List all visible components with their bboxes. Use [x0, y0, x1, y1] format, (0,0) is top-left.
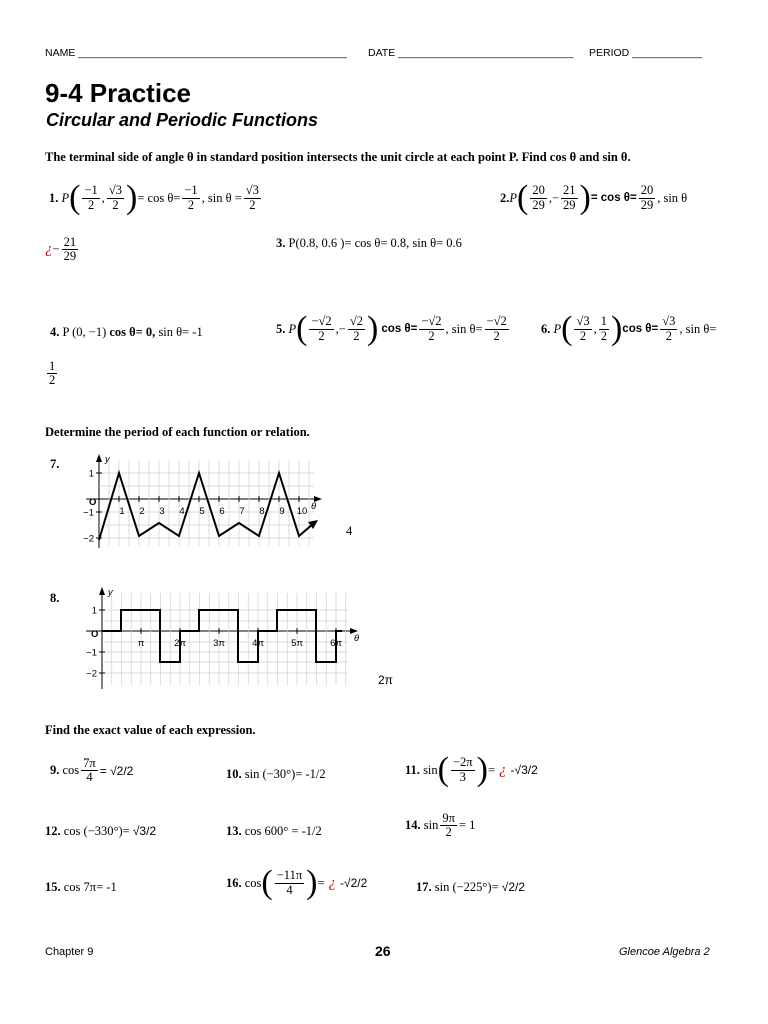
x-fraction — [574, 315, 591, 342]
sin-label: , sin θ= — [679, 321, 717, 336]
problem-6: 6. P ( $\frac{√3}{2}$ , $\frac{1}{2}$ ) cos θ= $\frac{√3}{2}$ , sin θ= — [541, 310, 717, 347]
problem-7-answer: 4 — [346, 524, 353, 538]
problem-7-number: 7. — [50, 457, 60, 471]
numerator: −√2 — [421, 314, 442, 329]
y-axis-label: y — [105, 454, 110, 465]
problem-number: 3. — [276, 236, 286, 250]
problem-text: cos 7π= — [63, 880, 104, 894]
function-name: cos — [62, 763, 80, 778]
answer: -1 — [106, 880, 117, 894]
angle-fraction — [440, 812, 457, 839]
answer: -√2/2 — [340, 876, 368, 890]
problem-number: 1. — [49, 190, 59, 205]
problem-number: 6. — [541, 321, 551, 336]
denominator: 2 — [579, 328, 587, 343]
y-fraction — [561, 184, 578, 211]
denominator: 2 — [445, 825, 452, 840]
cos-label: = cos θ= — [137, 190, 181, 205]
x-tick-label: 3π — [213, 638, 225, 649]
x-axis-label: θ — [311, 501, 317, 512]
right-paren: ) — [610, 310, 623, 347]
numerator: −11π — [276, 868, 303, 883]
origin-label: O — [89, 497, 97, 508]
sin-fraction — [244, 184, 261, 211]
answer: -√3/2 — [510, 763, 538, 777]
point-label: P — [61, 190, 70, 205]
section3-instruction: Find the exact value of each expression. — [45, 723, 256, 737]
problem-number: 2. — [500, 190, 510, 205]
problem-8-number: 8. — [50, 591, 60, 605]
x-tick-label: 6 — [219, 506, 225, 517]
y-fraction — [107, 184, 124, 211]
cos-fraction — [639, 184, 656, 211]
cos-label: = cos θ= — [590, 192, 637, 204]
numerator: −2π — [452, 755, 473, 770]
problem-2-continuation: ¿ − $\frac{21}{29}$ — [45, 235, 77, 264]
y-axis-label: y — [108, 587, 113, 598]
x-tick-label: π — [137, 638, 145, 649]
x-fraction — [530, 184, 547, 211]
problem-13 — [226, 824, 322, 839]
numerator: 21 — [63, 235, 77, 249]
problem-number: 11. — [405, 762, 420, 777]
problem-number: 10. — [226, 767, 242, 781]
numerator: −√2 — [486, 314, 507, 329]
equals: = — [487, 762, 495, 777]
sin-label: , sin θ — [657, 190, 688, 205]
y-axis-arrow — [99, 587, 105, 595]
x-tick-label: 3 — [159, 506, 165, 517]
x-tick-label: 1 — [119, 506, 125, 517]
denominator: 3 — [459, 769, 466, 784]
x-tick-label: 2π — [174, 638, 186, 649]
period-field-label: PERIOD ____________ — [589, 47, 703, 59]
cos-fraction — [660, 315, 677, 342]
left-paren: ( — [561, 310, 573, 347]
x-tick-label: 2 — [139, 506, 145, 517]
problem-8-answer: 2π — [378, 673, 393, 687]
answer: = √2/2 — [99, 763, 134, 778]
cos-answer: cos θ= 0, — [109, 325, 156, 339]
y-tick-label: 1 — [91, 605, 97, 617]
function-name: sin — [423, 762, 438, 777]
right-paren: ) — [126, 179, 138, 216]
numerator: −√2 — [311, 314, 332, 329]
denominator: 4 — [286, 882, 293, 897]
origin-label: O — [91, 629, 99, 640]
problem-text: cos (−330°)= — [63, 824, 130, 838]
angle-fraction — [451, 756, 475, 783]
x-tick-label: 5 — [199, 506, 205, 517]
graph-8 — [78, 585, 368, 695]
problem-17 — [416, 880, 525, 895]
x-tick-label: 4π — [252, 638, 264, 649]
function-curve — [102, 610, 342, 662]
point-label: P — [553, 321, 562, 336]
sin-answer: sin θ= -1 — [158, 325, 203, 339]
graph-grid — [99, 460, 314, 546]
problem-11 — [405, 753, 538, 787]
problem-number: 14. — [405, 818, 421, 833]
x-tick-label: 7 — [239, 506, 245, 517]
angle-fraction — [81, 757, 98, 784]
problem-number: 16. — [226, 875, 242, 890]
problem-9 — [50, 757, 133, 784]
page-subtitle: Circular and Periodic Functions — [46, 110, 319, 130]
denominator: 2 — [600, 328, 607, 343]
problem-number: 15. — [45, 880, 61, 894]
denominator: 29 — [563, 197, 576, 212]
denominator: 2 — [428, 328, 435, 343]
problem-text: cos 600° = -1/2 — [244, 824, 322, 838]
y-fraction — [599, 315, 609, 342]
problem-16 — [226, 866, 367, 900]
y-tick-label: 1 — [88, 468, 94, 480]
equals: = — [317, 875, 325, 890]
numerator: −1 — [184, 183, 198, 198]
numerator: 7π — [83, 756, 96, 770]
denominator: 29 — [532, 197, 545, 212]
graph-7 — [78, 452, 328, 552]
angle-fraction — [275, 869, 304, 896]
denominator: 2 — [49, 373, 56, 388]
footer-page-number: 26 — [375, 943, 391, 959]
cos-label: cos θ= — [622, 323, 659, 335]
section2-instruction: Determine the period of each function or relation. — [45, 425, 310, 439]
sin-fraction — [62, 236, 79, 263]
problem-number: 12. — [45, 824, 61, 838]
numerator: √3 — [108, 183, 123, 198]
problem-text: P(0.8, 0.6 )= cos θ= 0.8, sin θ= 0.6 — [288, 236, 462, 250]
broken-glyph: ¿ — [328, 874, 337, 891]
y-tick-label: −1 — [83, 507, 94, 519]
page-title: 9-4 Practice — [45, 78, 191, 108]
x-tick-label: 4 — [179, 506, 185, 517]
sin-label: , sin θ= — [445, 321, 483, 336]
right-paren: ) — [579, 179, 591, 216]
problem-2: 2. P ( $\frac{20}{29}$ ,− $\frac{21}{29}$ ) = cos θ= $\frac{20}{29}$ , sin θ — [500, 179, 688, 216]
answer: √3/2 — [132, 824, 157, 838]
section1-instruction: The terminal side of angle θ in standard position intersects the unit circle at each point P. Find cos θ and sin θ. — [45, 150, 631, 164]
problem-number: 5. — [276, 321, 286, 336]
date-field-label: DATE ______________________________ — [368, 47, 574, 59]
denominator: 2 — [187, 197, 195, 212]
x-tick-label: 5π — [291, 638, 303, 649]
numerator: √3 — [245, 183, 259, 198]
y-tick-label: −2 — [86, 668, 97, 680]
answer: = 1 — [458, 818, 476, 833]
problem-text: sin (−30°)= — [244, 767, 303, 781]
problem-number: 4. — [50, 325, 60, 339]
problem-14 — [405, 812, 475, 839]
problem-3 — [276, 236, 462, 251]
left-paren: ( — [296, 310, 308, 347]
x-tick-label: 8 — [259, 506, 265, 517]
problem-text: sin (−225°)= — [434, 880, 499, 894]
x-tick-label: 9 — [279, 506, 285, 517]
name-field-label: NAME ______________________________________________ — [45, 47, 347, 59]
cos-fraction — [419, 315, 443, 342]
problem-1: 1. P ( $\frac{-1}{2}$ , $\frac{√3}{2}$ ) = cos θ= $\frac{-1}{2}$ , sin θ = $\frac{√3}{2}$ — [49, 179, 259, 216]
numerator: √3 — [576, 314, 590, 329]
point-label: P — [509, 190, 518, 205]
problem-6-continuation — [45, 360, 59, 387]
denominator: 2 — [112, 197, 119, 212]
problem-15 — [45, 880, 117, 895]
numerator: √2 — [349, 314, 363, 329]
point-label: P — [288, 321, 297, 336]
right-paren: ) — [476, 751, 488, 788]
problem-4 — [50, 325, 203, 340]
y-tick-label: −1 — [86, 647, 97, 659]
denominator: 29 — [640, 197, 654, 212]
right-paren: ) — [306, 864, 318, 901]
x-axis-label: θ — [354, 633, 360, 644]
problem-10 — [226, 767, 326, 782]
problem-12 — [45, 824, 156, 839]
cos-label: cos θ= — [381, 323, 418, 335]
y-axis-arrow — [96, 454, 102, 462]
problem-number: 9. — [50, 763, 60, 778]
numerator: 21 — [563, 183, 576, 198]
denominator: 2 — [493, 328, 500, 343]
left-paren: ( — [261, 864, 273, 901]
denominator: 29 — [63, 249, 77, 264]
sin-fraction — [485, 315, 509, 342]
sin-fraction — [47, 360, 57, 387]
numerator: 1 — [49, 359, 56, 373]
answer: -1/2 — [305, 767, 326, 781]
x-tick-label: 10 — [296, 506, 308, 517]
point-text: P (0, −1) — [62, 325, 107, 339]
numerator: √3 — [662, 314, 676, 329]
function-name: cos — [244, 875, 262, 890]
footer-chapter: Chapter 9 — [45, 946, 94, 958]
broken-glyph: ¿ — [45, 241, 53, 258]
left-paren: ( — [437, 751, 449, 788]
problem-5: 5. P ( $\frac{-√2}{2}$ ,− $\frac{√2}{2}$ ) cos θ= $\frac{-√2}{2}$ , sin θ= $\frac{-√2}{2}$ — [276, 310, 507, 347]
y-tick-label: −2 — [83, 533, 94, 545]
denominator: 2 — [88, 197, 95, 212]
denominator: 2 — [249, 197, 256, 212]
x-tick-label: 6π — [330, 638, 342, 649]
denominator: 2 — [353, 328, 360, 343]
left-paren: ( — [69, 179, 81, 216]
cos-fraction — [182, 184, 199, 211]
x-fraction — [82, 184, 99, 211]
numerator: 20 — [640, 183, 654, 198]
numerator: −1 — [84, 183, 98, 198]
denominator: 4 — [86, 770, 93, 785]
x-fraction — [309, 315, 333, 342]
broken-glyph: ¿ — [499, 761, 507, 778]
answer: √2/2 — [501, 880, 526, 894]
problem-number: 13. — [226, 824, 242, 838]
right-paren: ) — [366, 310, 379, 347]
sin-label: , sin θ = — [201, 190, 242, 205]
denominator: 2 — [665, 328, 672, 343]
numerator: 20 — [532, 183, 545, 198]
y-fraction — [348, 315, 365, 342]
function-name: sin — [423, 818, 439, 833]
problem-number: 17. — [416, 880, 432, 894]
numerator: 1 — [600, 314, 607, 329]
footer-book-title: Glencoe Algebra 2 — [619, 946, 710, 958]
denominator: 2 — [318, 328, 325, 343]
numerator: 9π — [442, 811, 455, 825]
left-paren: ( — [517, 179, 529, 216]
